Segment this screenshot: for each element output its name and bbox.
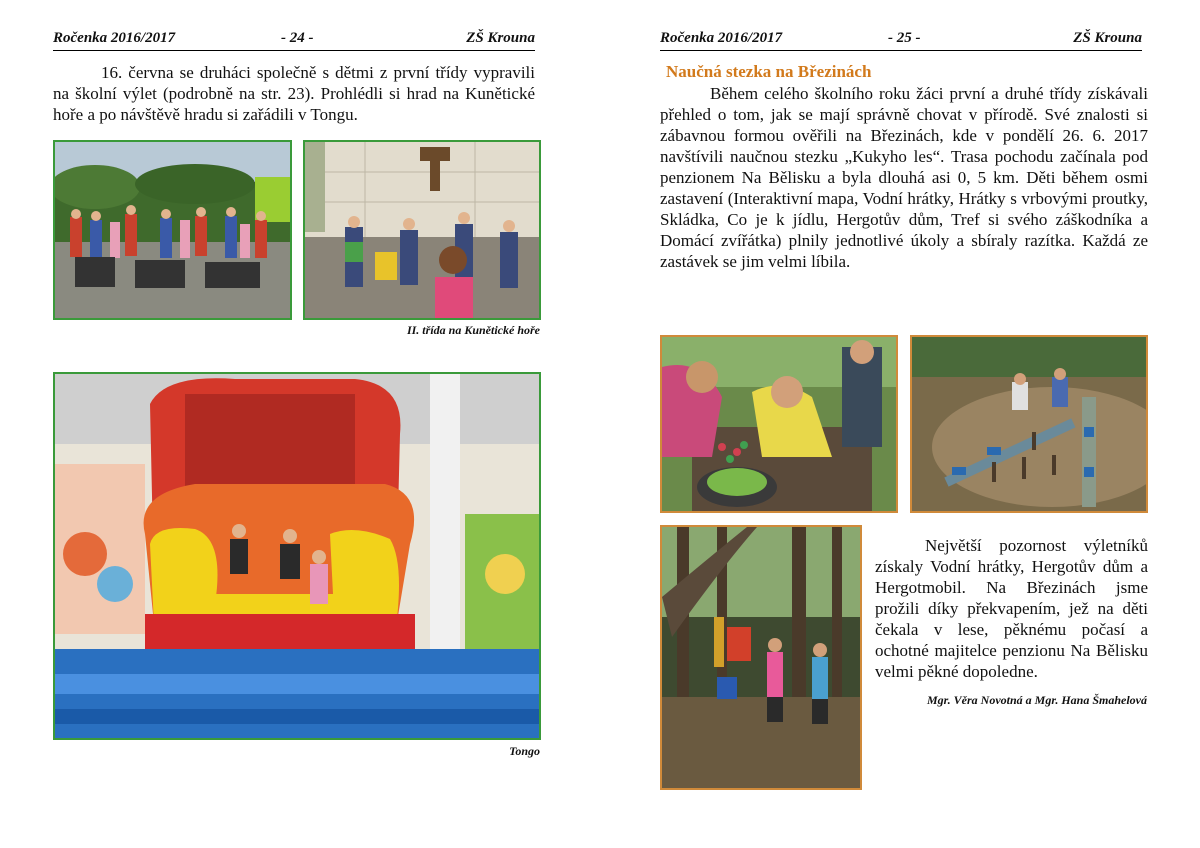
header-school: ZŠ Krouna (466, 30, 535, 46)
children-map-photo (660, 335, 898, 513)
header-school: ZŠ Krouna (1073, 30, 1142, 46)
right-page (600, 0, 1200, 848)
article-title: Naučná stezka na Březinách (666, 62, 872, 81)
closing-paragraph: Největší pozornost výletníků získaly Vodní hrátky, Hergotův dům a Hergotmobil. Na Březinách jsme prožili díky překvapením, jež na děti čekala v lese, pěknému počasí a ochotné majitelce penzionu Na Bělisku velmi pěkné dopoledne. (875, 536, 1148, 681)
forest-trail-photo (660, 525, 862, 790)
page-header (53, 30, 535, 51)
article-signature: Mgr. Věra Novotná a Mgr. Hana Šmahelová (926, 693, 1147, 707)
photo-caption-tongo: Tongo (509, 744, 540, 758)
header-page-number: - 25 - (888, 30, 921, 46)
intro-paragraph: 16. června se druháci společně s dětmi z první třídy vypravili na školní výlet (podrobně na str. 23). Prohlédli si hrad na Kunětické hoře a po návštěvě hradu si zařádili v Tongu. (53, 63, 535, 124)
photo-caption-castle: II. třída na Kunětické hoře (406, 323, 540, 337)
forest-game-photo (910, 335, 1148, 513)
header-title: Ročenka 2016/2017 (53, 30, 176, 46)
class-group-photo (53, 140, 292, 320)
article-paragraph: Během celého školního roku žáci první a druhé třídy získávali přehled o tom, jak se mají správně chovat v přírodě. Své znalosti si zábavnou formou ověřili na Březinách, kde v pondělí 26. 6. 2017 navštívili naučnou stezku „Kukyho les“. Trasa pochodu začínala pod penzionem Na Bělisku a byla dlouhá asi 0, 5 km. Děti během osmi zastavení (Interaktivní mapa, Vodní hrátky, Hrátky s vrbovými proutky, Skládka, Co je k jídlu, Hergotův dům, Tref si svého záškodníka a Domácí zvířátka) plnily jednotlivé úkoly a sbíraly razítka. Každá ze zastávek se jim velmi líbila. (660, 84, 1148, 271)
header-title: Ročenka 2016/2017 (660, 30, 783, 46)
tongo-inflatable-photo (53, 372, 541, 740)
header-page-number: - 24 - (281, 30, 314, 46)
castle-courtyard-photo (303, 140, 541, 320)
page-header (660, 30, 1142, 51)
